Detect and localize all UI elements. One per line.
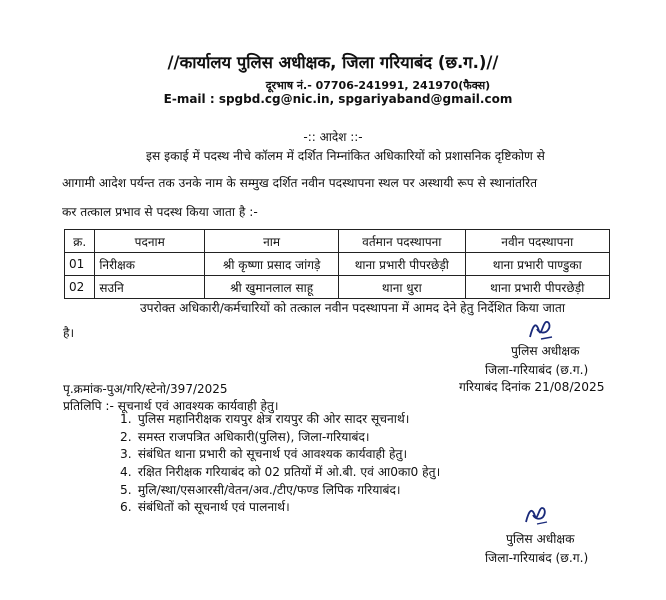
office-title: //कार्यालय पुलिस अधीक्षक, जिला गरियाबंद (छ.ग.)// — [167, 53, 499, 72]
copy-to-heading: प्रतिलिपि :- सूचनार्थ एवं आवश्यक कार्यवाही हेतु। — [63, 399, 279, 413]
cell-current-posting: थाना धुरा — [339, 276, 465, 299]
signatory-district: जिला-गरियाबंद (छ.ग.) — [485, 551, 589, 565]
signature-mark — [527, 317, 555, 343]
list-item-number: 2. — [120, 429, 132, 444]
list-item-text: समस्त राजपत्रित अधिकारी(पुलिस), जिला-गरियाबंद। — [137, 429, 370, 444]
place-and-date: गरियाबंद दिनांक 21/08/2025 — [459, 380, 605, 394]
email-line: E-mail : spgbd.cg@nic.in, spgariyaband@gmail.com — [163, 92, 513, 106]
table-row — [65, 253, 610, 276]
cell-serial: 02 — [65, 276, 95, 299]
column-header-designation: पदनाम — [95, 230, 205, 253]
cell-designation: सउनि — [95, 276, 205, 299]
column-header-name: नाम — [205, 230, 339, 253]
signature-mark — [522, 503, 550, 529]
cell-name: श्री कृष्णा प्रसाद जांगड़े — [205, 253, 339, 276]
table-header-row — [65, 230, 610, 253]
list-item-number: 6. — [120, 500, 132, 515]
reference-number: पृ.क्रमांक-पुअ/गरि/स्टेनो/397/2025 — [63, 382, 228, 396]
list-item — [120, 499, 440, 517]
cell-designation: निरीक्षक — [95, 253, 205, 276]
closing-line-1: उपरोक्त अधिकारी/कर्मचारियों को तत्काल नवीन पदस्थापना में आमद देने हेतु निर्देशित किया जाता — [140, 301, 566, 315]
list-item-number: 1. — [120, 412, 132, 426]
list-item-text: पुलिस महानिरीक्षक रायपुर क्षेत्र रायपुर की ओर सादर सूचनार्थ। — [137, 412, 410, 426]
list-item-number: 3. — [120, 447, 132, 462]
copy-recipient-list — [120, 411, 440, 517]
body-line-3: कर तत्काल प्रभाव से पदस्थ किया जाता है :- — [62, 205, 258, 219]
list-item-text: मुलि/स्था/एसआरसी/वेतन/अव./टीए/फण्ड लिपिक गरियाबंद। — [137, 482, 401, 497]
order-heading: -:: आदेश ::- — [303, 130, 363, 144]
list-item — [120, 446, 440, 464]
signatory-designation: पुलिस अधीक्षक — [506, 532, 575, 546]
closing-line-2: है। — [63, 326, 75, 340]
column-header-new-posting: नवीन पदस्थापना — [465, 230, 609, 253]
column-header-current-posting: वर्तमान पदस्थापना — [339, 230, 465, 253]
list-item — [120, 429, 440, 447]
transfer-table — [64, 229, 610, 299]
column-header-serial: क्र. — [65, 230, 95, 253]
list-item — [120, 482, 440, 500]
table-row — [65, 276, 610, 299]
signatory-district: जिला-गरियाबंद (छ.ग.) — [485, 363, 589, 377]
cell-current-posting: थाना प्रभारी पीपरछेड़ी — [339, 253, 465, 276]
body-line-1: इस इकाई में पदस्थ नीचे कॉलम में दर्शित निम्नांकित अधिकारियों को प्रशासनिक दृष्टिकोण से — [146, 149, 545, 163]
list-item-text: रक्षित निरीक्षक गरियाबंद को 02 प्रतियों में ओ.बी. एवं आ0का0 हेतु। — [137, 465, 441, 480]
list-item — [120, 411, 440, 429]
list-item-text: संबंधितों को सूचनार्थ एवं पालनार्थ। — [137, 500, 290, 515]
list-item-text: संबंधित थाना प्रभारी को सूचनार्थ एवं आवश्यक कार्यवाही हेतु। — [137, 447, 408, 462]
cell-new-posting: थाना प्रभारी पीपरछेड़ी — [465, 276, 609, 299]
list-item-number: 5. — [120, 482, 132, 497]
signatory-designation: पुलिस अधीक्षक — [511, 344, 580, 358]
list-item — [120, 464, 440, 482]
cell-serial: 01 — [65, 253, 95, 276]
cell-new-posting: थाना प्रभारी पाण्डुका — [465, 253, 609, 276]
list-item-number: 4. — [120, 465, 132, 480]
body-line-2: आगामी आदेश पर्यन्त तक उनके नाम के सम्मुख दर्शित नवीन पदस्थापना स्थल पर अस्थायी रूप से स्थानांतरित — [62, 176, 538, 190]
cell-name: श्री खुमानलाल साहू — [205, 276, 339, 299]
phone-numbers: दूरभाष नं.- 07706-241991, 241970(फैक्स) — [265, 79, 491, 92]
